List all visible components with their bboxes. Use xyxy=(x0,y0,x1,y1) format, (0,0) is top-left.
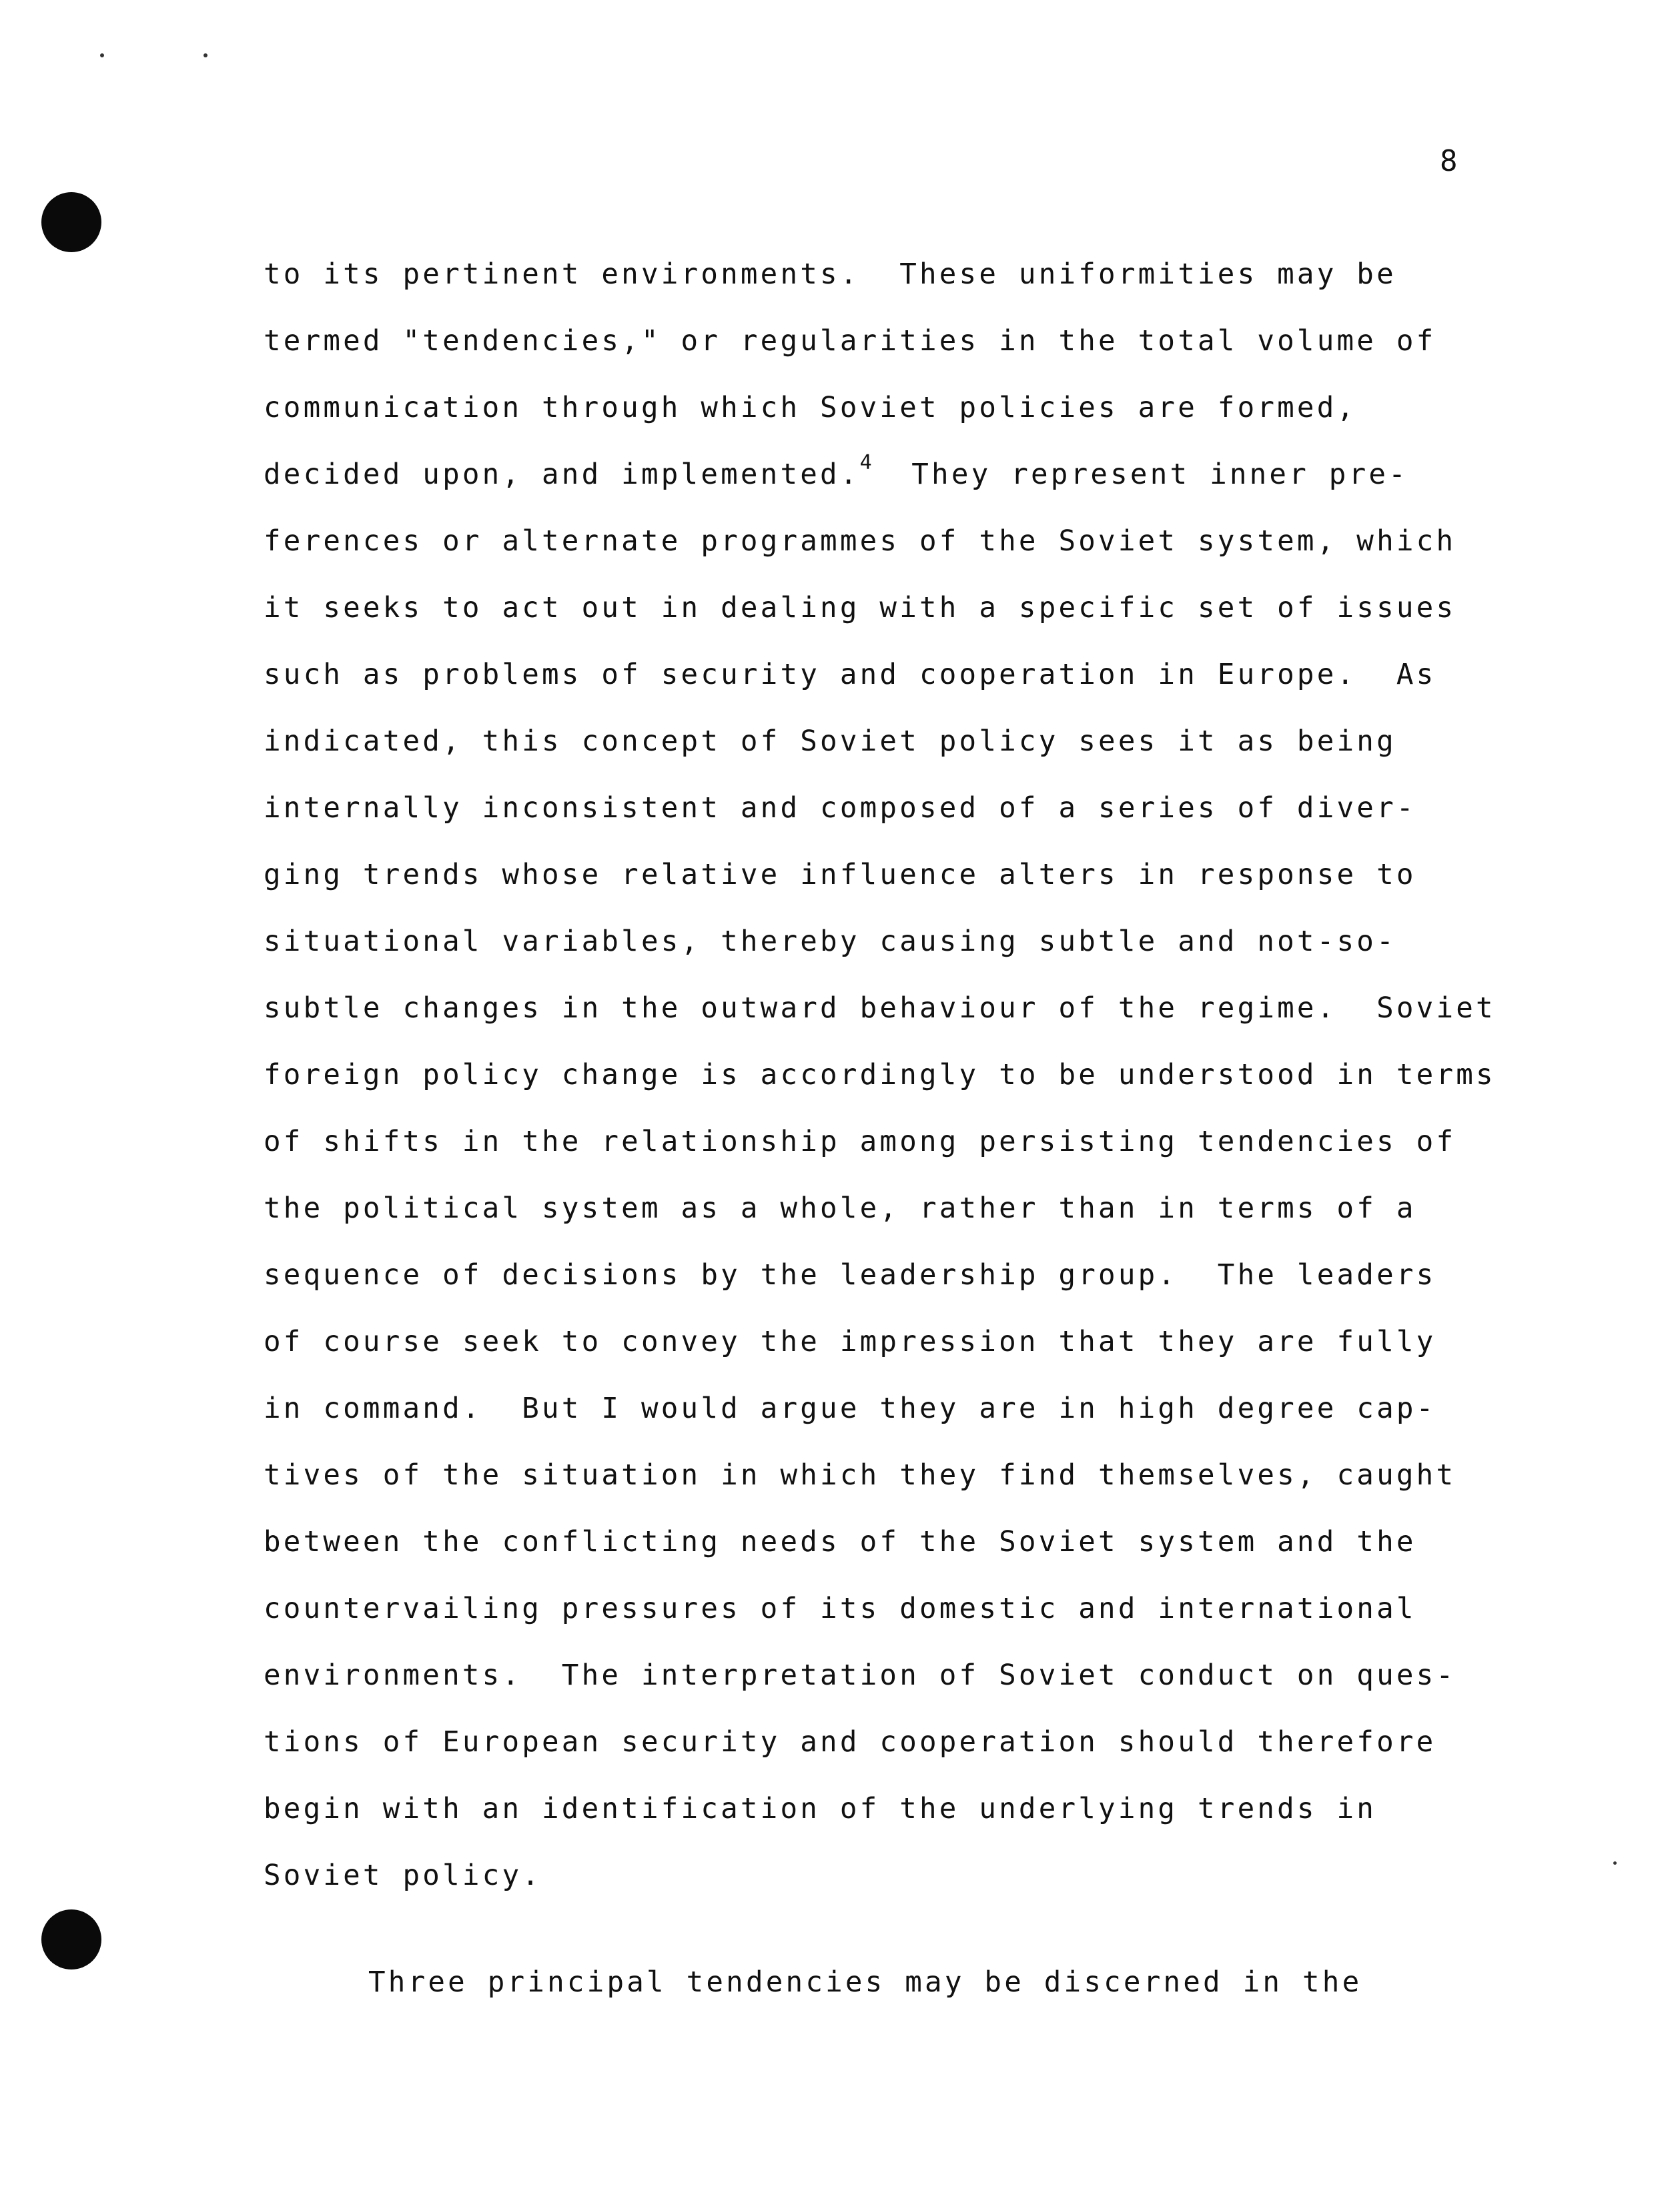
text-line: ferences or alternate programmes of the Soviet system, which xyxy=(264,525,1456,558)
text-line: situational variables, thereby causing subtle and not-so- xyxy=(264,925,1396,958)
text-line: in command. But I would argue they are in high degree cap- xyxy=(264,1392,1436,1425)
text-line: Soviet policy. xyxy=(264,1859,542,1892)
text-line: Three principal tendencies may be discerned in the xyxy=(368,1966,1362,1999)
text-line: to its pertinent environments. These uniformities may be xyxy=(264,258,1396,291)
text-line: the political system as a whole, rather than in terms of a xyxy=(264,1192,1416,1225)
text-line-with-footnote xyxy=(264,442,1531,508)
text-line: environments. The interpretation of Soviet conduct on ques- xyxy=(264,1659,1456,1692)
text-line: termed "tendencies," or regularities in the total volume of xyxy=(264,325,1436,358)
text-line: between the conflicting needs of the Soviet system and the xyxy=(264,1526,1416,1559)
text-line: such as problems of security and cooperation in Europe. As xyxy=(264,659,1436,691)
text-line: sequence of decisions by the leadership group. The leaders xyxy=(264,1259,1436,1292)
punch-hole-top xyxy=(41,192,101,252)
text-line: begin with an identification of the underlying trends in xyxy=(264,1793,1377,1825)
footnote-reference: 4 xyxy=(859,451,872,474)
punch-hole-bottom xyxy=(41,1909,101,1969)
text-line: tions of European security and cooperation should therefore xyxy=(264,1726,1436,1759)
scan-speck xyxy=(100,53,104,57)
text-line: of shifts in the relationship among persisting tendencies of xyxy=(264,1126,1456,1158)
text-line: indicated, this concept of Soviet policy sees it as being xyxy=(264,725,1396,758)
text-line: tives of the situation in which they find themselves, caught xyxy=(264,1459,1456,1492)
text-line: ging trends whose relative influence alters in response to xyxy=(264,859,1416,891)
text-line: of course seek to convey the impression that they are fully xyxy=(264,1326,1436,1358)
text-line: foreign policy change is accordingly to be understood in terms xyxy=(264,1059,1496,1091)
text-line: communication through which Soviet policies are formed, xyxy=(264,392,1357,424)
text-line: internally inconsistent and composed of a series of diver- xyxy=(264,792,1416,825)
text-line: it seeks to act out in dealing with a specific set of issues xyxy=(264,592,1456,624)
text-line-part: They represent inner pre- xyxy=(911,458,1408,491)
page-number: 8 xyxy=(1440,144,1458,178)
scan-speck xyxy=(1613,1861,1617,1865)
paragraph-2 xyxy=(368,1949,1569,2016)
paragraph-1 xyxy=(264,242,1531,1909)
text-line: subtle changes in the outward behaviour of the regime. Soviet xyxy=(264,992,1496,1025)
scan-speck xyxy=(203,53,207,57)
text-line-part: decided upon, and implemented. xyxy=(264,458,860,491)
text-line: countervailing pressures of its domestic and international xyxy=(264,1593,1416,1625)
